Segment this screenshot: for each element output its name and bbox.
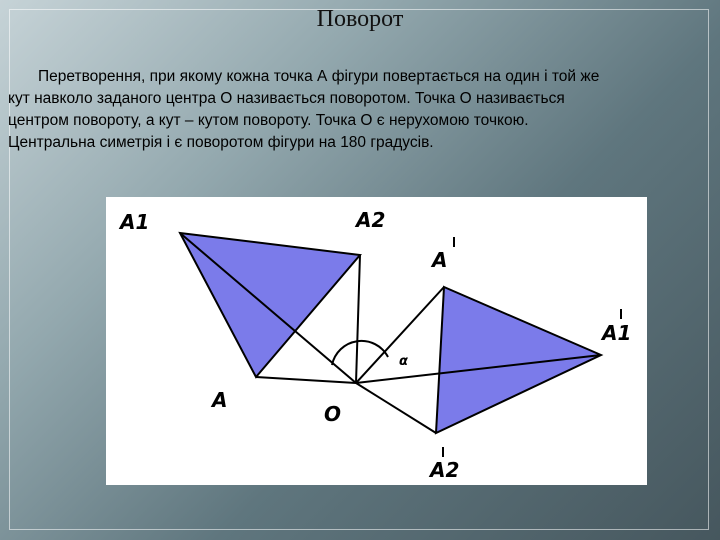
label-angle-alpha: α (399, 354, 408, 369)
paragraph-line: Центральна симетрія і є поворотом фігури на 180 градусів. (8, 134, 434, 151)
segment-O-A2 (356, 255, 360, 383)
label-A-prime: A (432, 248, 448, 272)
label-A2-prime: A2 (430, 458, 460, 482)
rotation-angle-arc (332, 341, 388, 365)
label-A1-prime: A1 (602, 321, 632, 345)
label-A1: A1 (120, 210, 150, 234)
definition-paragraph (8, 66, 708, 154)
label-A2: A2 (356, 208, 386, 232)
paragraph-line: центром повороту, а кут – кутом повороту. Точка О є нерухомою точкою. (8, 112, 529, 129)
label-O: O (324, 402, 342, 426)
rotation-diagram-svg (106, 197, 647, 485)
paragraph-line: Перетворення, при якому кожна точка А фігури повертається на один і той же (38, 68, 600, 85)
original-triangle (180, 233, 360, 377)
segment-O-A2-prime (356, 383, 436, 433)
rotated-triangle (436, 287, 601, 433)
paragraph-line: кут навколо заданого центра О називається поворотом. Точка О називається (8, 90, 565, 107)
label-A: A (212, 388, 228, 412)
slide-title: Поворот (316, 6, 404, 32)
rotation-diagram (106, 197, 647, 485)
segment-O-A (256, 377, 356, 383)
